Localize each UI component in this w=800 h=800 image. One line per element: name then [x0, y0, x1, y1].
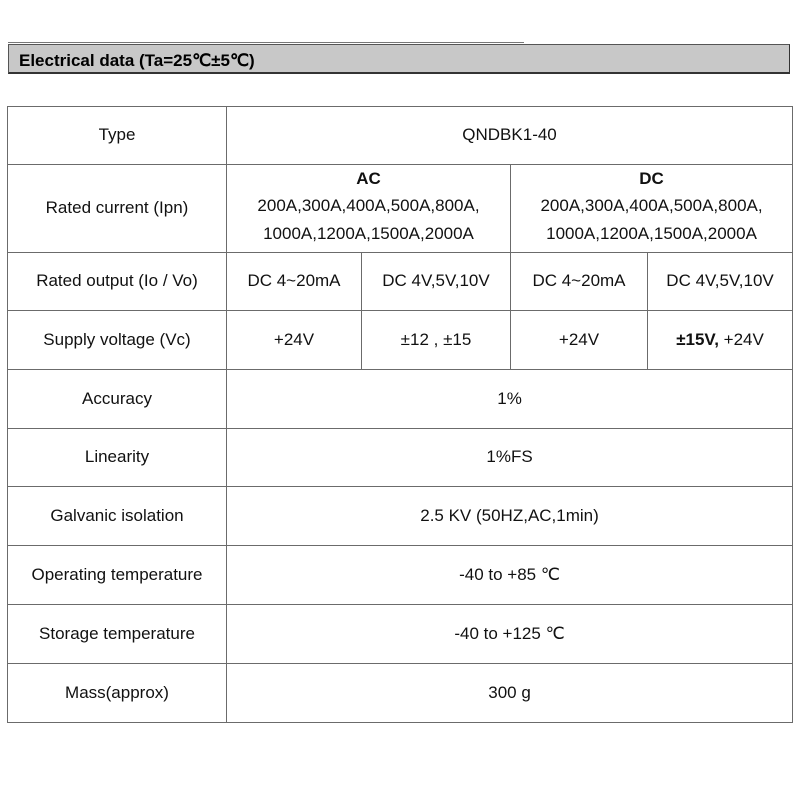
row-label: Linearity [8, 429, 227, 487]
dc-current-line1: 200A,300A,400A,500A,800A, [540, 196, 763, 216]
ac-current-cell [227, 165, 511, 253]
table-cell: -40 to +85 ℃ [227, 546, 793, 605]
type-value: QNDBK1-40 [227, 107, 793, 165]
table-cell: DC 4~20mA [227, 253, 362, 311]
table-cell [648, 311, 793, 370]
dc-current-cell [511, 165, 793, 253]
table-row-supply-voltage [8, 311, 793, 370]
electrical-data-table [7, 106, 793, 723]
table-row-linearity [8, 429, 793, 487]
dc-current-line2: 1000A,1200A,1500A,2000A [546, 224, 757, 244]
row-label: Supply voltage (Vc) [8, 311, 227, 370]
table-cell: DC 4V,5V,10V [648, 253, 793, 311]
table-cell: DC 4~20mA [511, 253, 648, 311]
supply-rest-part: +24V [718, 329, 764, 349]
section-header [8, 44, 790, 74]
table-row-rated-current [8, 165, 793, 253]
row-label: Rated current (Ipn) [8, 165, 227, 253]
row-label: Operating temperature [8, 546, 227, 605]
table-cell: ±12 , ±15 [362, 311, 511, 370]
table-cell: 1%FS [227, 429, 793, 487]
section-title: Electrical data (Ta=25℃±5℃) [19, 51, 255, 70]
table-row-accuracy [8, 370, 793, 429]
row-label: Galvanic isolation [8, 487, 227, 546]
dc-group-heading: DC [639, 168, 664, 188]
table-cell: 300 g [227, 664, 793, 723]
header-rule [8, 42, 524, 43]
table-row-storage-temperature [8, 605, 793, 664]
supply-bold-part: ±15V, [676, 329, 719, 349]
table-row-mass [8, 664, 793, 723]
table-cell: +24V [227, 311, 362, 370]
row-label: Rated output (Io / Vo) [8, 253, 227, 311]
row-label: Mass(approx) [8, 664, 227, 723]
table-row-operating-temperature [8, 546, 793, 605]
table-row-rated-output [8, 253, 793, 311]
table-cell: 1% [227, 370, 793, 429]
row-label: Accuracy [8, 370, 227, 429]
ac-group-heading: AC [356, 168, 381, 188]
row-label: Storage temperature [8, 605, 227, 664]
table-cell: +24V [511, 311, 648, 370]
table-row-galvanic-isolation [8, 487, 793, 546]
table-cell: DC 4V,5V,10V [362, 253, 511, 311]
ac-current-line2: 1000A,1200A,1500A,2000A [263, 224, 474, 244]
table-cell: 2.5 KV (50HZ,AC,1min) [227, 487, 793, 546]
table-cell: -40 to +125 ℃ [227, 605, 793, 664]
row-label: Type [8, 107, 227, 165]
table-row-type [8, 107, 793, 165]
ac-current-line1: 200A,300A,400A,500A,800A, [257, 196, 480, 216]
